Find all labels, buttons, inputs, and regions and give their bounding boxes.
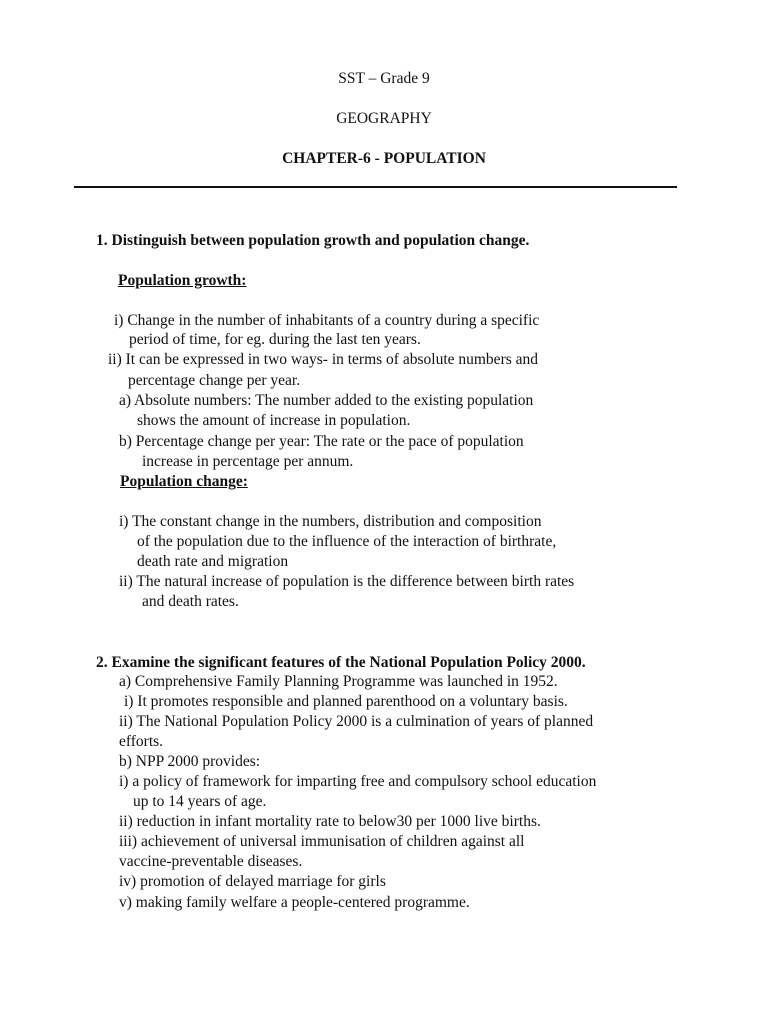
policy-line: b) NPP 2000 provides: [119,753,261,770]
population-change-heading: Population change: [120,473,248,490]
policy-line: ii) reduction in infant mortality rate to below30 per 1000 live births. [119,813,541,830]
question-1: 1. Distinguish between population growth and population change. [96,232,530,249]
growth-line: a) Absolute numbers: The number added to the existing population [119,392,534,409]
population-growth-heading: Population growth: [118,272,247,289]
growth-line: shows the amount of increase in population. [137,412,411,429]
section-title: GEOGRAPHY [336,110,432,127]
growth-line: i) Change in the number of inhabitants of a country during a specific [114,312,540,329]
policy-line: efforts. [119,733,164,750]
policy-line: up to 14 years of age. [133,793,267,810]
question-2: 2. Examine the significant features of the National Population Policy 2000. [96,654,586,671]
policy-line: i) It promotes responsible and planned parenthood on a voluntary basis. [124,693,568,710]
chapter-title: CHAPTER-6 - POPULATION [282,150,486,167]
change-line: and death rates. [142,593,239,610]
change-line: death rate and migration [137,553,289,570]
change-line: i) The constant change in the numbers, distribution and composition [119,513,542,530]
change-line: of the population due to the influence of the interaction of birthrate, [137,533,557,550]
policy-line: iii) achievement of universal immunisation of children against all [119,833,525,850]
growth-line: period of time, for eg. during the last ten years. [129,331,421,348]
growth-line: b) Percentage change per year: The rate or the pace of population [119,433,524,450]
growth-line: percentage change per year. [128,372,301,389]
subject-grade: SST – Grade 9 [338,70,430,87]
policy-line: ii) The National Population Policy 2000 is a culmination of years of planned [119,713,594,730]
header-divider [74,186,677,188]
policy-line: a) Comprehensive Family Planning Programme was launched in 1952. [119,673,558,690]
policy-line: iv) promotion of delayed marriage for girls [119,873,386,890]
growth-line: ii) It can be expressed in two ways- in terms of absolute numbers and [108,351,539,368]
change-line: ii) The natural increase of population is the difference between birth rates [119,573,575,590]
policy-line: v) making family welfare a people-centered programme. [119,894,470,911]
growth-line: increase in percentage per annum. [142,453,354,470]
policy-line: vaccine-preventable diseases. [119,853,303,870]
policy-line: i) a policy of framework for imparting free and compulsory school education [119,773,597,790]
